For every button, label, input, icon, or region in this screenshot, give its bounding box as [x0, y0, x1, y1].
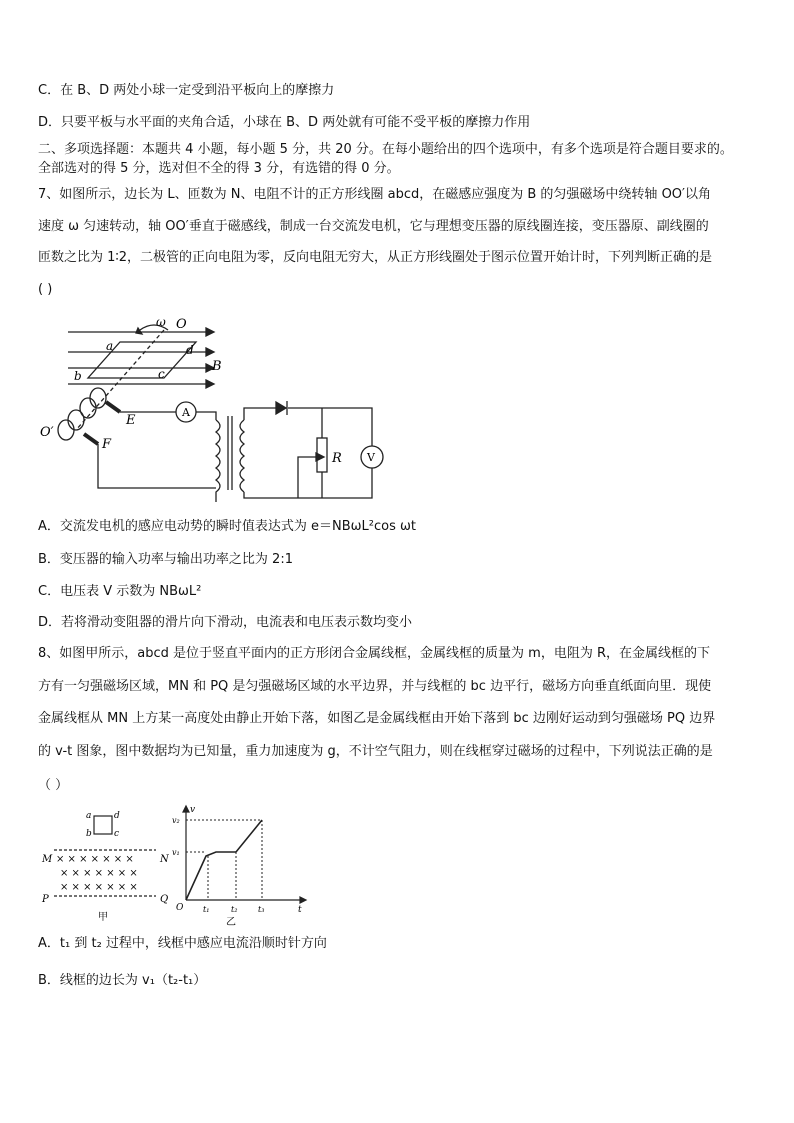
q8-option-a: A．t₁ 到 t₂ 过程中，线框中感应电流沿顺时针方向 — [38, 936, 327, 951]
question-8-stem-4: 的 v-t 图象，图中数据均为已知量，重力加速度为 g，不计空气阻力，则在线框穿过磁场的过程中，下列说法正确的是 — [38, 744, 713, 759]
v1-label: v₁ — [172, 848, 180, 857]
question-7-stem-2: 速度 ω 匀速转动，轴 OO′垂直于磁感线，制成一台交流发电机，它与理想变压器的原线圈连接，变压器原、副线圈的 — [38, 219, 709, 234]
question-7-stem-3: 匝数之比为 1∶2，二极管的正向电阻为零，反向电阻无穷大，从正方形线圈处于图示位置开始计时，下列判断正确的是 — [38, 250, 713, 265]
origin-label: O — [176, 903, 184, 913]
question-8-bracket: （ ） — [38, 778, 69, 793]
voltmeter-label: V — [367, 451, 375, 464]
question-8-stem-2: 方有一匀强磁场区域，MN 和 PQ 是匀强磁场区域的水平边界，并与线框的 bc 边平行，磁场方向垂直纸面向里．现使 — [38, 679, 712, 694]
frame-c-label: c — [114, 829, 120, 839]
boundary-n-label: N — [160, 854, 169, 865]
v-axis-label: v — [190, 805, 196, 815]
section-heading-multi-choice: 二、多项选择题：本题共 4 小题，每小题 5 分，共 20 分。在每小题给出的四个选项中，有多个选项是符合题目要求的。 — [38, 142, 733, 157]
t1-label: t₁ — [203, 905, 210, 914]
figure-yi-caption: 乙 — [226, 917, 236, 928]
t2-label: t₂ — [231, 905, 238, 914]
coil-c-label: c — [158, 367, 165, 381]
section-heading-scoring: 全部选对的得 5 分，选对但不全的得 3 分，有选错的得 0 分。 — [38, 161, 400, 176]
q7-option-b: B．变压器的输入功率与输出功率之比为 2:1 — [38, 552, 293, 567]
axis-o-label: O — [176, 317, 187, 332]
coil-a-label: a — [106, 339, 114, 353]
frame-a-label: a — [86, 811, 92, 821]
vt-graph-figure — [170, 804, 310, 928]
question-8-stem-3: 金属线框从 MN 上方某一高度处由静止开始下落，如图乙是金属线框由开始下落到 bc 边刚好运动到匀强磁场 PQ 边界 — [38, 711, 716, 726]
field-cross-row-3: × × × × × × × — [60, 882, 138, 893]
field-cross-row-1: × × × × × × × — [56, 854, 134, 865]
v2-label: v₂ — [172, 816, 180, 825]
frame-field-figure — [36, 804, 176, 924]
brush-f-label: F — [102, 437, 112, 452]
q7-option-a: A．交流发电机的感应电动势的瞬时值表达式为 e＝NBωL²cos ωt — [38, 519, 416, 534]
coil-d-label: d — [186, 343, 194, 357]
question-7-stem-1: 7、如图所示，边长为 L、匝数为 N、电阻不计的正方形线圈 abcd，在磁感应强度为 B 的匀强磁场中绕转轴 OO′以角 — [38, 187, 711, 202]
frame-d-label: d — [114, 811, 120, 821]
field-b-label: B — [212, 359, 222, 374]
frame-b-label: b — [86, 829, 92, 839]
q8-option-b: B．线框的边长为 v₁（t₂-t₁） — [38, 973, 207, 988]
coil-b-label: b — [74, 369, 82, 383]
ammeter-label: A — [182, 406, 190, 419]
q7-option-c: C．电压表 V 示数为 NBωL² — [38, 584, 202, 599]
figure-jia-caption: 甲 — [98, 912, 108, 923]
question-7-bracket: ( ) — [38, 282, 53, 297]
resistor-r-label: R — [332, 451, 342, 466]
axis-o-prime-label: O′ — [40, 425, 54, 440]
t3-label: t₃ — [258, 905, 265, 914]
t-axis-label: t — [298, 905, 302, 915]
boundary-q-label: Q — [160, 894, 169, 905]
vt-curve — [186, 820, 262, 900]
boundary-p-label: P — [42, 894, 49, 905]
brush-e-label: E — [126, 413, 136, 428]
question-8-stem-1: 8、如图甲所示，abcd 是位于竖直平面内的正方形闭合金属线框，金属线框的质量为 m，电阻为 R，在金属线框的下 — [38, 646, 710, 661]
generator-circuit-figure — [36, 312, 396, 502]
option-c-q6: C．在 B、D 两处小球一定受到沿平板向上的摩擦力 — [38, 83, 335, 98]
option-d-q6: D．只要平板与水平面的夹角合适，小球在 B、D 两处就有可能不受平板的摩擦力作用 — [38, 115, 531, 130]
boundary-m-label: M — [42, 854, 53, 865]
field-cross-row-2: × × × × × × × — [60, 868, 138, 879]
omega-label: ω — [156, 315, 166, 329]
q7-option-d: D．若将滑动变阻器的滑片向下滑动，电流表和电压表示数均变小 — [38, 615, 413, 630]
